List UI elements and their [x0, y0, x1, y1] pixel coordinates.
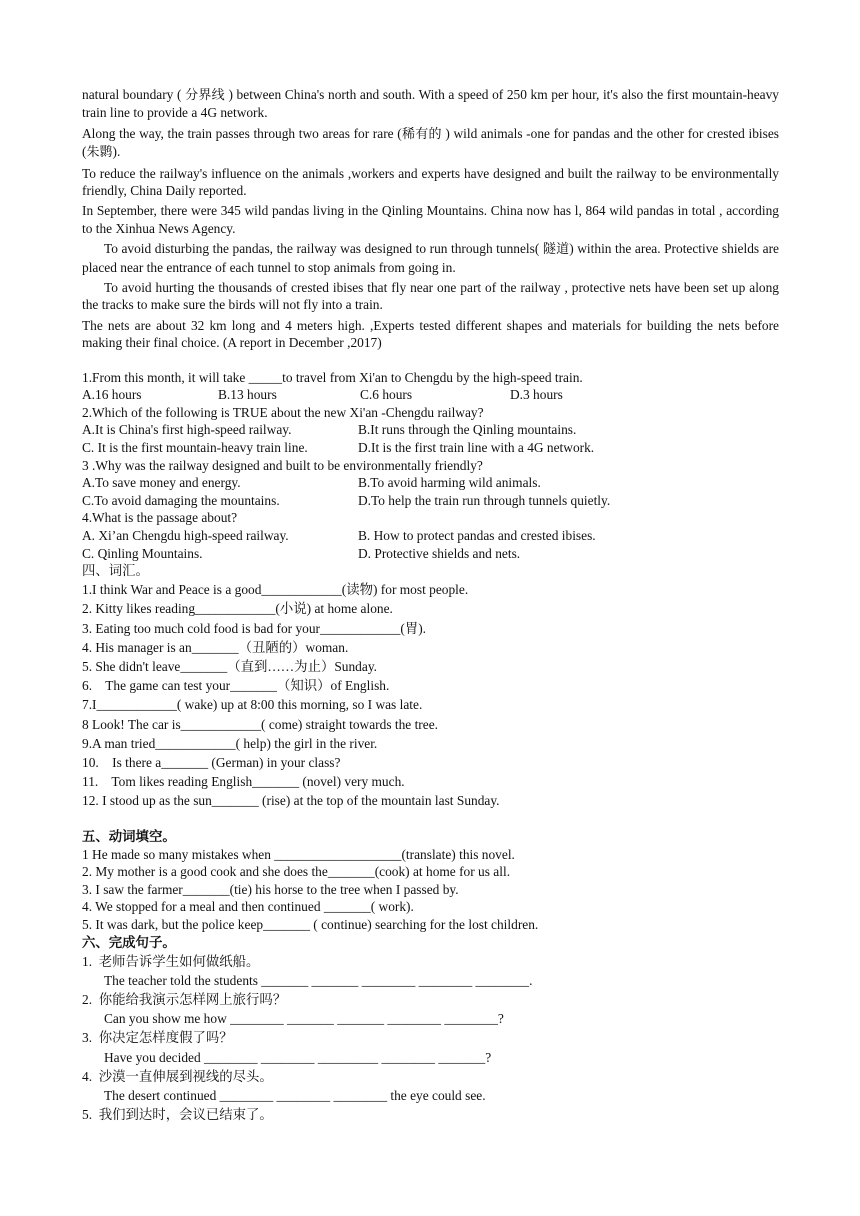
option: D.3 hours	[510, 387, 563, 403]
passage-text: To avoid disturbing the pandas, the railway was designed to run through tunnels(	[104, 241, 543, 257]
option: A.To save money and energy.	[82, 475, 241, 491]
option: C. Qinling Mountains.	[82, 545, 203, 561]
option: D.It is the first train line with a 4G network.	[358, 440, 595, 456]
sentence-prompt-zh: 2. 你能给我演示怎样网上旅行吗？	[82, 992, 287, 1008]
vocab-item: 1.I think War and Peace is a good____________(读物) for most people.	[82, 582, 469, 598]
verb-section	[82, 828, 779, 934]
passage-text: natural boundary (	[82, 87, 186, 102]
passage-paragraph	[82, 279, 779, 314]
chinese-gloss: 隧道	[542, 242, 570, 258]
spacer	[82, 811, 779, 828]
vocab-item: 6. The game can test your_______（知识）of English.	[82, 678, 390, 694]
sentence-blank-en: Can you show me how ________ _______ _______ ________ ________?	[104, 1011, 504, 1027]
passage-paragraph	[82, 317, 779, 352]
passage-paragraph	[82, 202, 779, 237]
passage-paragraph	[82, 86, 779, 122]
chinese-gloss: 稀有的	[401, 126, 442, 142]
passage-text: The nets are about 32 km long and 4 meters high. ,Experts tested different shapes and materials for building the nets before making their final choice. (A report in December ,2017)	[82, 317, 779, 351]
sentence-blank-en: The desert continued ________ ________ ________ the eye could see.	[104, 1088, 486, 1104]
option: A. Xi’an Chengdu high-speed railway.	[82, 528, 289, 544]
option: B. How to protect pandas and crested ibises.	[358, 528, 596, 544]
sentence-blank-en: The teacher told the students _______ _______ ________ ________ ________.	[104, 972, 533, 988]
option: D. Protective shields and nets.	[358, 545, 521, 561]
option: D.To help the train run through tunnels quietly.	[358, 492, 611, 508]
options-row	[82, 386, 779, 404]
passage-text: Along the way, the train passes through two areas for rare (	[82, 125, 402, 141]
verb-heading: 五、动词填空。	[82, 828, 176, 844]
vocab-item: 12. I stood up as the sun_______ (rise) at the top of the mountain last Sunday.	[82, 793, 500, 809]
spacer	[82, 352, 779, 369]
question-stem: 3 .Why was the railway designed and built to be environmentally friendly?	[82, 457, 483, 473]
verb-item: 5. It was dark, but the police keep_______ ( continue) searching for the lost children.	[82, 917, 539, 933]
option: C.To avoid damaging the mountains.	[82, 492, 280, 508]
passage-text: ) wild animals -one for pandas and the other for crested ibises (	[82, 125, 779, 160]
passage-paragraph	[82, 165, 779, 200]
chinese-gloss: 分界线	[185, 88, 225, 103]
vocab-item: 8 Look! The car is____________( come) straight towards the tree.	[82, 716, 438, 732]
vocab-item: 5. She didn't leave_______（直到……为止）Sunday.	[82, 659, 377, 675]
verb-item: 2. My mother is a good cook and she does the_______(cook) at home for us all.	[82, 864, 511, 880]
passage-text: ) within the area. Protective shields are placed near the entrance of each tunnel to stop animals from going in.	[82, 241, 779, 275]
reading-questions	[82, 369, 779, 563]
question-stem: 4.What is the passage about?	[82, 510, 238, 526]
option: B.It runs through the Qinling mountains.	[358, 422, 577, 438]
sentence-prompt-zh: 5. 我们到达时，会议已结束了。	[82, 1107, 273, 1123]
passage-paragraph	[82, 125, 779, 162]
vocab-item: 3. Eating too much cold food is bad for your____________(胃).	[82, 620, 427, 636]
passage-paragraph	[82, 240, 779, 276]
sentence-blank-en: Have you decided ________ ________ _________ ________ _______?	[104, 1049, 492, 1065]
passage-text: ).	[112, 144, 121, 160]
question-stem: 2.Which of the following is TRUE about the new Xi'an -Chengdu railway?	[82, 404, 484, 420]
reading-passage	[82, 86, 779, 352]
complete-heading: 六、完成句子。	[82, 934, 176, 950]
options-row	[82, 421, 779, 439]
vocab-heading: 四、词汇。	[82, 563, 149, 579]
option: B.13 hours	[218, 387, 277, 403]
option: C.6 hours	[360, 387, 413, 403]
sentence-prompt-zh: 4. 沙漠一直伸展到视线的尽头。	[82, 1068, 273, 1084]
options-row	[82, 527, 779, 545]
option: C. It is the first mountain-heavy train line.	[82, 440, 308, 456]
option: A.It is China's first high-speed railway.	[82, 422, 292, 438]
verb-item: 3. I saw the farmer_______(tie) his horse to the tree when I passed by.	[82, 881, 459, 897]
vocab-item: 10. Is there a_______ (German) in your class?	[82, 755, 341, 771]
vocab-section	[82, 562, 779, 810]
vocab-item: 11. Tom likes reading English_______ (novel) very much.	[82, 774, 405, 790]
sentence-prompt-zh: 1. 老师告诉学生如何做纸船。	[82, 953, 260, 969]
sentence-prompt-zh: 3. 你决定怎样度假了吗？	[82, 1030, 233, 1046]
vocab-item: 9.A man tried____________( help) the girl in the river.	[82, 735, 378, 751]
options-row	[82, 545, 779, 563]
option: B.To avoid harming wild animals.	[358, 475, 541, 491]
verb-item: 1 He made so many mistakes when ___________________(translate) this novel.	[82, 846, 515, 862]
worksheet-page	[82, 86, 779, 1124]
options-row	[82, 492, 779, 510]
passage-text: To avoid hurting the thousands of crested ibises that fly near one part of the railway , protective nets have been set up along the tracks to make sure the birds will not fly into a train.	[82, 280, 779, 313]
passage-text: In September, there were 345 wild pandas living in the Qinling Mountains. China now has l, 864 wild pandas in total , according to the Xinhua News Agency.	[82, 203, 779, 236]
vocab-item: 4. His manager is an_______（丑陋的）woman.	[82, 639, 349, 655]
complete-section	[82, 934, 779, 1125]
chinese-gloss: 朱鹮	[86, 145, 113, 161]
vocab-item: 7.I____________( wake) up at 8:00 this morning, so I was late.	[82, 697, 423, 713]
passage-text: ) between China's north and south. With a speed of 250 km per hour, it's also the first mountain-heavy train line to provide a 4G network.	[82, 87, 779, 121]
passage-text: To reduce the railway's influence on the animals ,workers and experts have designed and built the railway to be environmentally friendly, China Daily reported.	[82, 165, 779, 199]
question-stem: 1.From this month, it will take _____to travel from Xi'an to Chengdu by the high-speed train.	[82, 369, 583, 385]
options-row	[82, 439, 779, 457]
options-row	[82, 474, 779, 492]
option: A.16 hours	[82, 387, 142, 403]
vocab-item: 2. Kitty likes reading____________(小说) at home alone.	[82, 601, 393, 617]
verb-item: 4. We stopped for a meal and then continued _______( work).	[82, 899, 414, 915]
